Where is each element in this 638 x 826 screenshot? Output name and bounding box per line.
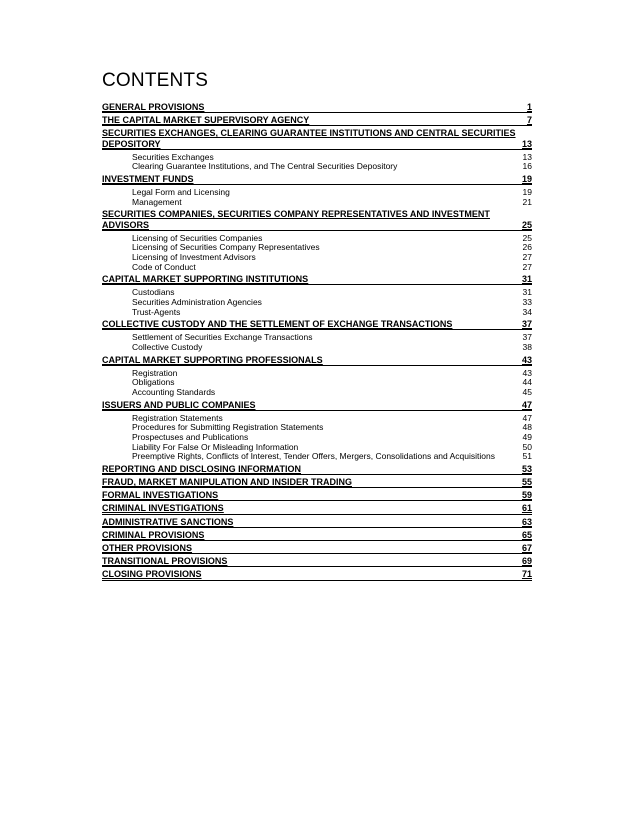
toc-subsection-list bbox=[102, 234, 532, 272]
toc-section-entry[interactable] bbox=[102, 569, 532, 580]
toc-subsection-page: 25 bbox=[522, 232, 532, 243]
toc-section-entry[interactable] bbox=[102, 274, 532, 285]
toc-subsection-page: 27 bbox=[522, 261, 532, 272]
toc-subsection-page: 44 bbox=[522, 377, 532, 388]
toc-subsection-title: Licensing of Investment Advisors bbox=[132, 251, 256, 262]
toc-section-title: COLLECTIVE CUSTODY AND THE SETTLEMENT OF EXCHANGE TRANSACTIONS bbox=[102, 319, 453, 330]
toc-section-entry[interactable] bbox=[102, 174, 532, 185]
toc-section-entry[interactable] bbox=[102, 517, 532, 528]
toc-section-title: INVESTMENT FUNDS bbox=[102, 174, 194, 184]
toc-subsection-page: 21 bbox=[522, 196, 532, 207]
toc-subsection-title: Accounting Standards bbox=[132, 386, 216, 397]
toc-section-title: TRANSITIONAL PROVISIONS bbox=[102, 556, 228, 567]
toc-subsection-title: Licensing of Securities Companies bbox=[132, 232, 263, 243]
toc-section-title: CRIMINAL PROVISIONS bbox=[102, 529, 205, 540]
toc-section-entry[interactable] bbox=[102, 477, 532, 488]
toc-section-page: 59 bbox=[521, 490, 532, 501]
toc-section-title: CLOSING PROVISIONS bbox=[102, 569, 202, 580]
toc-subsection-title: Collective Custody bbox=[132, 341, 203, 352]
toc-section-entry[interactable] bbox=[102, 503, 532, 514]
page-title: CONTENTS bbox=[102, 70, 209, 91]
toc-subsection-list bbox=[102, 333, 532, 352]
toc-section-page: 47 bbox=[521, 399, 532, 410]
toc-section-title: FRAUD, MARKET MANIPULATION AND INSIDER TRADING bbox=[102, 476, 352, 487]
toc-section-page: 13 bbox=[521, 138, 532, 149]
toc-section-page: 63 bbox=[521, 516, 532, 527]
toc-section-page: 31 bbox=[521, 274, 532, 285]
toc-section-page: 7 bbox=[526, 115, 532, 126]
toc-section-entry[interactable] bbox=[102, 464, 532, 475]
toc-subsection-entry[interactable] bbox=[102, 388, 532, 398]
toc-section-title: THE CAPITAL MARKET SUPERVISORY AGENCY bbox=[102, 115, 310, 126]
toc-subsection-entry[interactable] bbox=[102, 452, 532, 462]
toc-section-title: CRIMINAL INVESTIGATIONS bbox=[102, 503, 224, 514]
toc-subsection-page: 13 bbox=[522, 151, 532, 162]
toc-subsection-title: Obligations bbox=[132, 377, 175, 388]
toc-subsection-page: 34 bbox=[522, 306, 532, 317]
toc-subsection-page: 37 bbox=[522, 332, 532, 343]
toc-subsection-title: Liability For False Or Misleading Information bbox=[132, 441, 299, 452]
toc-section-title: CAPITAL MARKET SUPPORTING PROFESSIONALS bbox=[102, 354, 323, 365]
toc-section-title: GENERAL PROVISIONS bbox=[102, 102, 205, 112]
toc-subsection-list bbox=[102, 153, 532, 172]
toc-section-title: OTHER PROVISIONS bbox=[102, 542, 193, 553]
toc-subsection-page: 27 bbox=[522, 251, 532, 262]
toc-subsection-entry[interactable] bbox=[102, 308, 532, 318]
toc-subsection-page: 38 bbox=[522, 341, 532, 352]
toc-subsection-title: Procedures for Submitting Registration Statements bbox=[132, 422, 324, 433]
toc-section-page: 25 bbox=[521, 219, 532, 230]
toc-section-title: SECURITIES COMPANIES, SECURITIES COMPANY REPRESENTATIVES AND INVESTMENT ADVISORS bbox=[102, 209, 490, 230]
toc-section-title: ADMINISTRATIVE SANCTIONS bbox=[102, 516, 234, 527]
toc-section-entry[interactable] bbox=[102, 102, 532, 113]
toc-section-title: SECURITIES EXCHANGES, CLEARING GUARANTEE INSTITUTIONS AND CENTRAL SECURITIES DEPOSITORY bbox=[102, 128, 516, 149]
toc-subsection-list bbox=[102, 369, 532, 398]
toc-section-page: 71 bbox=[521, 569, 532, 580]
toc-subsection-title: Securities Exchanges bbox=[132, 151, 214, 162]
toc-subsection-title: Management bbox=[132, 196, 182, 207]
toc-subsection-entry[interactable] bbox=[102, 162, 532, 172]
toc-subsection-title: Trust-Agents bbox=[132, 306, 181, 317]
toc-section-entry[interactable] bbox=[102, 115, 532, 126]
toc-subsection-page: 50 bbox=[522, 441, 532, 452]
toc-subsection-page: 49 bbox=[522, 431, 532, 442]
toc-section-title: FORMAL INVESTIGATIONS bbox=[102, 490, 219, 501]
toc-subsection-list bbox=[102, 288, 532, 317]
toc-subsection-page: 51 bbox=[522, 451, 532, 462]
toc-subsection-entry[interactable] bbox=[102, 198, 532, 208]
toc-subsection-page: 48 bbox=[522, 422, 532, 433]
toc-subsection-title: Code of Conduct bbox=[132, 261, 196, 272]
toc-subsection-page: 19 bbox=[522, 187, 532, 198]
toc-subsection-page: 26 bbox=[522, 242, 532, 253]
toc-section-entry[interactable] bbox=[102, 490, 532, 501]
toc-section-title: ISSUERS AND PUBLIC COMPANIES bbox=[102, 399, 256, 410]
toc-section-entry[interactable] bbox=[102, 355, 532, 366]
toc-section-page: 55 bbox=[521, 476, 532, 487]
toc-subsection-entry[interactable] bbox=[102, 263, 532, 273]
toc-subsection-page: 33 bbox=[522, 296, 532, 307]
toc-subsection-title: Licensing of Securities Company Representatives bbox=[132, 242, 320, 253]
toc-section-page: 1 bbox=[526, 102, 532, 112]
toc-section-page: 69 bbox=[521, 556, 532, 567]
toc-section-entry[interactable] bbox=[102, 128, 532, 149]
toc-subsection-entry[interactable] bbox=[102, 343, 532, 353]
toc-subsection-title: Registration Statements bbox=[132, 412, 223, 423]
toc-subsection-title: Clearing Guarantee Institutions, and The Central Securities Depository bbox=[132, 161, 398, 172]
toc-subsection-page: 31 bbox=[522, 287, 532, 298]
toc-subsection-title: Settlement of Securities Exchange Transactions bbox=[132, 332, 313, 343]
toc-section-entry[interactable] bbox=[102, 319, 532, 330]
table-of-contents bbox=[102, 102, 532, 581]
toc-section-page: 37 bbox=[521, 319, 532, 330]
toc-section-entry[interactable] bbox=[102, 209, 532, 230]
toc-section-title: CAPITAL MARKET SUPPORTING INSTITUTIONS bbox=[102, 274, 309, 285]
toc-subsection-title: Prospectuses and Publications bbox=[132, 431, 249, 442]
toc-subsection-title: Preemptive Rights, Conflicts of Interest, Tender Offers, Mergers, Consolidations and Acquisitions bbox=[132, 451, 495, 462]
toc-subsection-title: Registration bbox=[132, 367, 178, 378]
toc-subsection-title: Securities Administration Agencies bbox=[132, 296, 262, 307]
toc-subsection-list bbox=[102, 414, 532, 462]
document-page bbox=[102, 70, 532, 581]
toc-section-entry[interactable] bbox=[102, 400, 532, 411]
toc-subsection-page: 16 bbox=[522, 161, 532, 172]
toc-section-page: 65 bbox=[521, 529, 532, 540]
toc-subsection-title: Legal Form and Licensing bbox=[132, 187, 230, 198]
toc-subsection-page: 45 bbox=[522, 386, 532, 397]
toc-subsection-page: 47 bbox=[522, 412, 532, 423]
toc-section-entry[interactable] bbox=[102, 543, 532, 554]
toc-section-title: REPORTING AND DISCLOSING INFORMATION bbox=[102, 463, 301, 474]
toc-section-page: 43 bbox=[521, 354, 532, 365]
toc-section-page: 61 bbox=[521, 503, 532, 514]
toc-section-page: 19 bbox=[521, 174, 532, 184]
toc-section-entry[interactable] bbox=[102, 556, 532, 567]
toc-section-page: 67 bbox=[521, 542, 532, 553]
toc-section-page: 53 bbox=[521, 463, 532, 474]
toc-subsection-title: Custodians bbox=[132, 287, 175, 298]
toc-section-entry[interactable] bbox=[102, 530, 532, 541]
toc-subsection-page: 43 bbox=[522, 367, 532, 378]
toc-subsection-list bbox=[102, 188, 532, 207]
